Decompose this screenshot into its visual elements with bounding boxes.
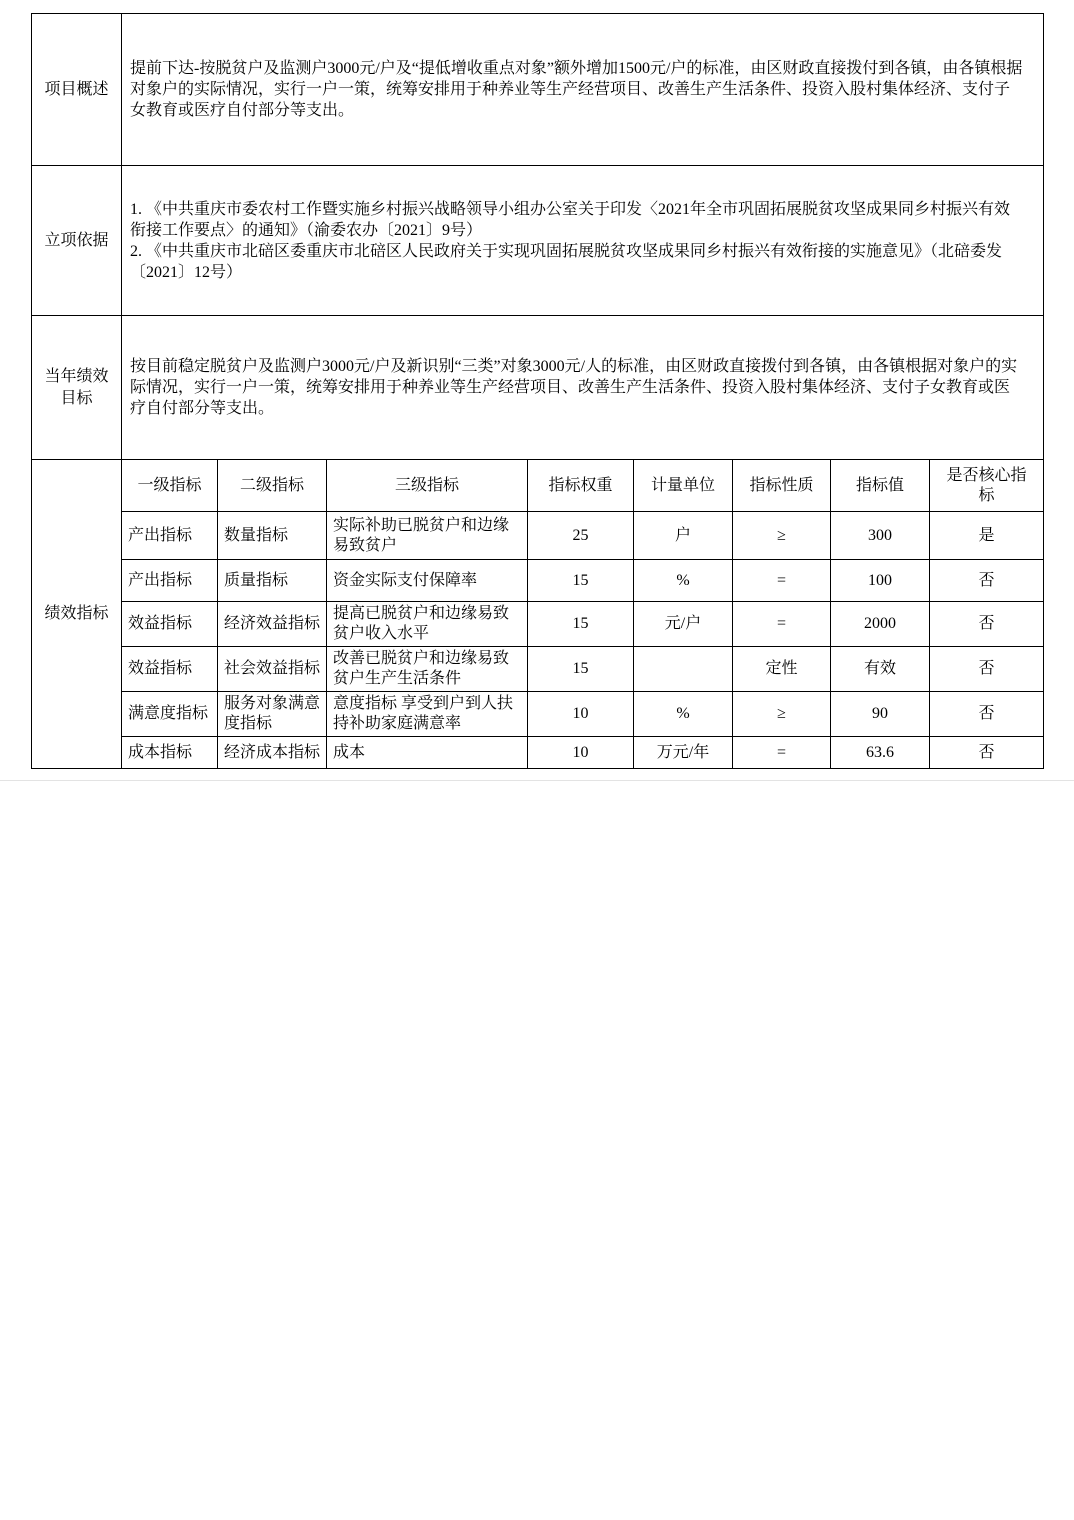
annual-goal-label: 当年绩效目标 (32, 316, 122, 460)
project-basis-row (32, 166, 1044, 316)
cell-unit: 元/户 (634, 602, 733, 647)
cell-level3: 成本 (327, 737, 528, 769)
basis-item-1: 1. 《中共重庆市委农村工作暨实施乡村振兴战略领导小组办公室关于印发〈2021年全市巩固拓展脱贫攻坚成果同乡村振兴有效衔接工作要点〉的通知》（渝委农办〔2021〕9号） (130, 200, 1011, 239)
cell-level2: 数量指标 (218, 512, 327, 560)
cell-nature: = (733, 602, 831, 647)
cell-core: 否 (930, 737, 1044, 769)
indicator-header-row (32, 460, 1044, 512)
cell-value: 100 (831, 560, 930, 602)
cell-level2: 经济效益指标 (218, 602, 327, 647)
cell-value: 有效 (831, 647, 930, 692)
cell-unit: % (634, 560, 733, 602)
header-value: 指标值 (831, 460, 930, 512)
cell-unit: % (634, 692, 733, 737)
cell-level3: 资金实际支付保障率 (327, 560, 528, 602)
cell-weight: 15 (528, 602, 634, 647)
project-basis-label: 立项依据 (32, 166, 122, 316)
cell-level1: 满意度指标 (122, 692, 218, 737)
cell-level3: 提高已脱贫户和边缘易致贫户收入水平 (327, 602, 528, 647)
basis-item-2: 2. 《中共重庆市北碚区委重庆市北碚区人民政府关于实现巩固拓展脱贫攻坚成果同乡村振兴有效衔接的实施意见》（北碚委发〔2021〕12号） (130, 242, 1003, 281)
performance-target-table (31, 13, 1044, 769)
cell-level3: 实际补助已脱贫户和边缘易致贫户 (327, 512, 528, 560)
cell-core: 否 (930, 647, 1044, 692)
indicator-row (32, 602, 1044, 647)
cell-unit: 万元/年 (634, 737, 733, 769)
cell-level3: 改善已脱贫户和边缘易致贫户生产生活条件 (327, 647, 528, 692)
cell-level2: 社会效益指标 (218, 647, 327, 692)
cell-level1: 效益指标 (122, 602, 218, 647)
annual-goal-content (122, 316, 1044, 460)
project-overview-label: 项目概述 (32, 14, 122, 166)
cell-unit (634, 647, 733, 692)
cell-level1: 成本指标 (122, 737, 218, 769)
cell-nature: = (733, 560, 831, 602)
header-level2: 二级指标 (218, 460, 327, 512)
indicator-row (32, 560, 1044, 602)
cell-value: 300 (831, 512, 930, 560)
project-overview-content (122, 14, 1044, 166)
cell-value: 2000 (831, 602, 930, 647)
project-overview-row (32, 14, 1044, 166)
page-gridline (0, 780, 1074, 781)
cell-weight: 10 (528, 737, 634, 769)
cell-nature: ≥ (733, 692, 831, 737)
cell-level1: 产出指标 (122, 512, 218, 560)
cell-weight: 15 (528, 647, 634, 692)
cell-nature: ≥ (733, 512, 831, 560)
cell-level1: 效益指标 (122, 647, 218, 692)
cell-weight: 10 (528, 692, 634, 737)
cell-core: 否 (930, 692, 1044, 737)
cell-level3: 意度指标 享受到户到人扶持补助家庭满意率 (327, 692, 528, 737)
header-nature: 指标性质 (733, 460, 831, 512)
indicator-row (32, 737, 1044, 769)
cell-value: 63.6 (831, 737, 930, 769)
cell-nature: 定性 (733, 647, 831, 692)
cell-unit: 户 (634, 512, 733, 560)
cell-value: 90 (831, 692, 930, 737)
header-weight: 指标权重 (528, 460, 634, 512)
cell-core: 是 (930, 512, 1044, 560)
cell-core: 否 (930, 560, 1044, 602)
cell-level2: 质量指标 (218, 560, 327, 602)
cell-nature: = (733, 737, 831, 769)
header-level1: 一级指标 (122, 460, 218, 512)
annual-goal-row (32, 316, 1044, 460)
cell-core: 否 (930, 602, 1044, 647)
indicator-row (32, 692, 1044, 737)
header-core: 是否核心指标 (930, 460, 1044, 512)
overview-paragraph: 提前下达-按脱贫户及监测户3000元/户及“提低增收重点对象”额外增加1500元/户的标准，由区财政直接拨付到各镇，由各镇根据对象户的实际情况，实行一户一策，统筹安排用于种养业等生产经营项目、改善生产生活条件、投资入股村集体经济、支付子女教育或医疗自付部分等支出。 (130, 60, 1023, 119)
cell-level2: 经济成本指标 (218, 737, 327, 769)
header-unit: 计量单位 (634, 460, 733, 512)
indicator-row (32, 647, 1044, 692)
indicator-row (32, 512, 1044, 560)
project-basis-content (122, 166, 1044, 316)
cell-weight: 15 (528, 560, 634, 602)
goal-paragraph: 按目前稳定脱贫户及监测户3000元/户及新识别“三类”对象3000元/人的标准，由区财政直接拨付到各镇，由各镇根据对象户的实际情况，实行一户一策，统筹安排用于种养业等生产经营项目、改善生产生活条件、投资入股村集体经济、支付子女教育或医疗自付部分等支出。 (130, 358, 1018, 417)
cell-level1: 产出指标 (122, 560, 218, 602)
performance-indicator-label: 绩效指标 (32, 460, 122, 769)
cell-level2: 服务对象满意度指标 (218, 692, 327, 737)
cell-weight: 25 (528, 512, 634, 560)
header-level3: 三级指标 (327, 460, 528, 512)
